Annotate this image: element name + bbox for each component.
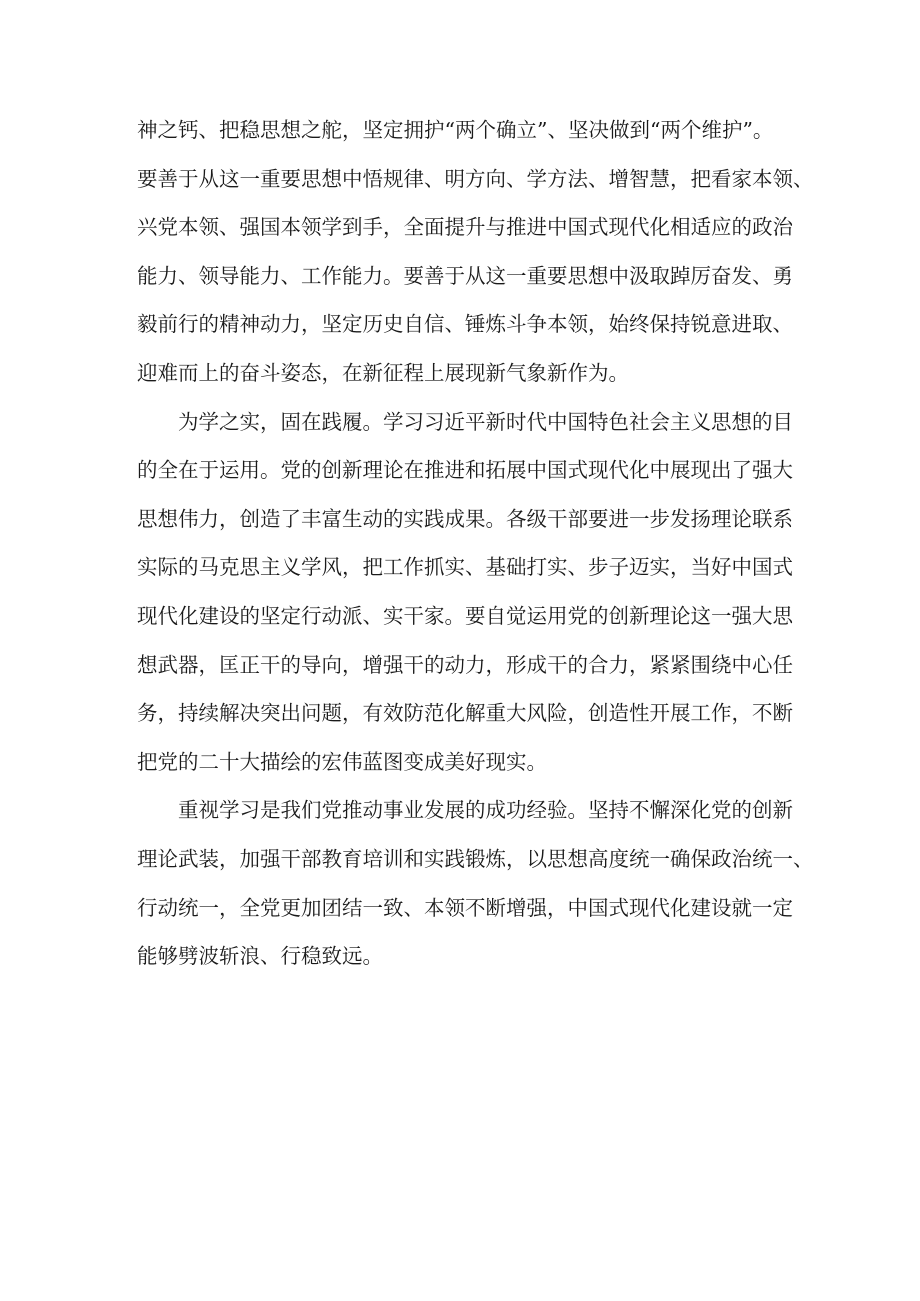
- text-line: 能够劈波斩浪、行稳致远。: [137, 944, 383, 969]
- text-line: 的全在于运用。党的创新理论在推进和拓展中国式现代化中展现出了强大: [137, 458, 793, 483]
- document-body: [137, 106, 814, 981]
- text-line: 行动统一，全党更加团结一致、本领不断增强，中国式现代化建设就一定: [137, 895, 793, 920]
- text-line: 能力、领导能力、工作能力。要善于从这一重要思想中汲取踔厉奋发、勇: [137, 263, 793, 288]
- paragraph-2: [137, 398, 797, 787]
- text-line: 迎难而上的奋斗姿态，在新征程上展现新气象新作为。: [137, 360, 629, 385]
- text-line: 想武器，匡正干的导向，增强干的动力，形成干的合力，紧紧围绕中心任: [137, 652, 793, 677]
- text-line-first: 为学之实，固在践履。学习习近平新时代中国特色社会主义思想的目: [178, 409, 793, 434]
- text-line: 实际的马克思主义学风，把工作抓实、基础打实、步子迈实，当好中国式: [137, 555, 793, 580]
- text-line-first: 重视学习是我们党推动事业发展的成功经验。坚持不懈深化党的创新: [178, 798, 793, 823]
- text-line: 现代化建设的坚定行动派、实干家。要自觉运用党的创新理论这一强大思: [137, 603, 793, 628]
- text-line: 理论武装，加强干部教育培训和实践锻炼，以思想高度统一确保政治统一、: [137, 846, 814, 871]
- text-line: 毅前行的精神动力，坚定历史自信、锤炼斗争本领，始终保持锐意进取、: [137, 312, 793, 337]
- paragraph-3: [137, 786, 814, 980]
- text-line: 兴党本领、强国本领学到手，全面提升与推进中国式现代化相适应的政治: [137, 215, 793, 240]
- text-line: 神之钙、把稳思想之舵，坚定拥护“两个确立”、坚决做到“两个维护”。: [137, 118, 774, 142]
- text-line: 务，持续解决突出问题，有效防范化解重大风险，创造性开展工作，不断: [137, 701, 793, 726]
- text-line: 思想伟力，创造了丰富生动的实践成果。各级干部要进一步发扬理论联系: [137, 506, 793, 531]
- text-line: 把党的二十大描绘的宏伟蓝图变成美好现实。: [137, 749, 547, 774]
- paragraph-1: [137, 106, 814, 398]
- text-line: 要善于从这一重要思想中悟规律、明方向、学方法、增智慧，把看家本领、: [137, 166, 814, 191]
